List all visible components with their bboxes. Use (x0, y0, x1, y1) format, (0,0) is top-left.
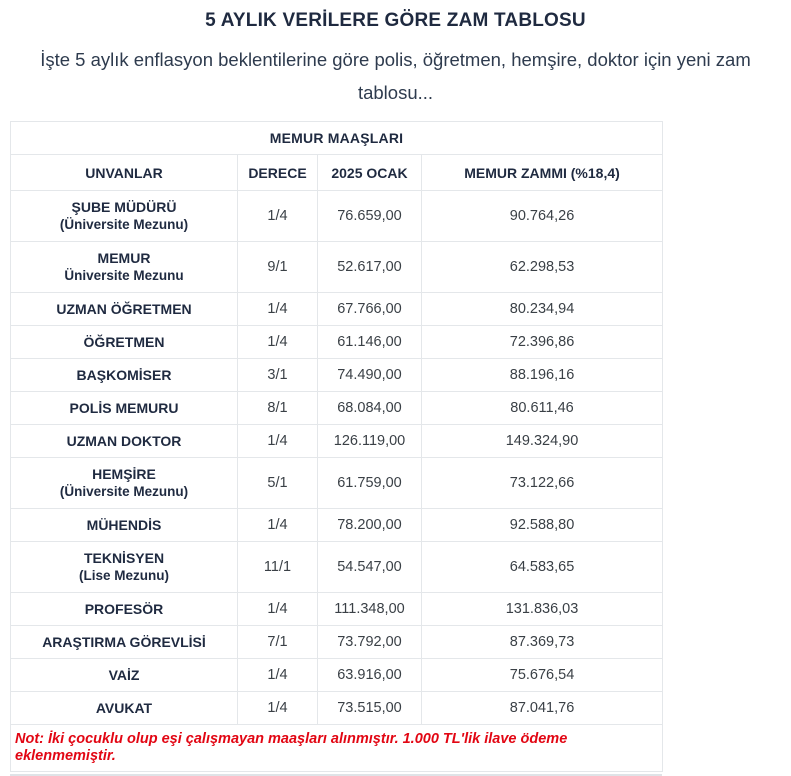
zam-cell: 80.234,94 (422, 293, 663, 326)
zam-cell: 72.396,86 (422, 326, 663, 359)
zam-cell: 131.836,03 (422, 593, 663, 626)
note-row (11, 725, 663, 772)
unvan-title: AVUKAT (95, 700, 153, 716)
unvan-detail: (Üniversite Mezunu) (59, 217, 189, 232)
ocak-cell: 126.119,00 (318, 425, 422, 458)
derece-cell: 1/4 (238, 191, 318, 242)
unvan-detail: (Üniversite Mezunu) (59, 484, 189, 499)
unvan-title: HEMŞİRE (92, 466, 156, 482)
derece-cell: 5/1 (238, 458, 318, 509)
unvan-title: MEMUR (97, 250, 151, 266)
ocak-cell: 111.348,00 (318, 593, 422, 626)
derece-cell: 1/4 (238, 509, 318, 542)
zam-cell: 62.298,53 (422, 242, 663, 293)
col-header-memur-zammi: MEMUR ZAMMI (%18,4) (422, 155, 663, 191)
ocak-cell: 63.916,00 (318, 659, 422, 692)
unvan-title: BAŞKOMİSER (76, 367, 172, 383)
zam-cell: 73.122,66 (422, 458, 663, 509)
table-row (11, 326, 663, 359)
col-header-derece: DERECE (238, 155, 318, 191)
table-row (11, 191, 663, 242)
unvan-cell (11, 458, 238, 509)
zam-cell: 149.324,90 (422, 425, 663, 458)
ocak-cell: 78.200,00 (318, 509, 422, 542)
salary-table (10, 121, 663, 772)
ocak-cell: 74.490,00 (318, 359, 422, 392)
table-row (11, 359, 663, 392)
unvan-title: ÖĞRETMEN (83, 334, 165, 350)
unvan-cell (11, 425, 238, 458)
unvan-cell (11, 191, 238, 242)
table-caption: MEMUR MAAŞLARI (11, 122, 663, 155)
derece-cell: 1/4 (238, 692, 318, 725)
unvan-cell (11, 509, 238, 542)
page-title: 5 AYLIK VERİLERE GÖRE ZAM TABLOSU (205, 10, 586, 31)
derece-cell: 1/4 (238, 659, 318, 692)
table-row (11, 593, 663, 626)
table-row (11, 425, 663, 458)
zam-cell: 80.611,46 (422, 392, 663, 425)
unvan-cell (11, 692, 238, 725)
ocak-cell: 61.146,00 (318, 326, 422, 359)
unvan-title: UZMAN ÖĞRETMEN (56, 301, 192, 317)
col-header-2025-ocak: 2025 OCAK (318, 155, 422, 191)
table-caption-row (11, 122, 663, 155)
table-row (11, 242, 663, 293)
ocak-cell: 67.766,00 (318, 293, 422, 326)
table-row (11, 293, 663, 326)
unvan-title: POLİS MEMURU (69, 400, 179, 416)
derece-cell: 1/4 (238, 326, 318, 359)
unvan-title: ARAŞTIRMA GÖREVLİSİ (42, 634, 206, 650)
unvan-cell (11, 359, 238, 392)
zam-cell: 87.041,76 (422, 692, 663, 725)
table-row (11, 626, 663, 659)
unvan-title: PROFESÖR (84, 601, 164, 617)
ocak-cell: 68.084,00 (318, 392, 422, 425)
ocak-cell: 54.547,00 (318, 542, 422, 593)
table-row (11, 392, 663, 425)
page-subtitle: İşte 5 aylık enflasyon beklentilerine göre polis, öğretmen, hemşire, doktor için yeni zam tablosu... (40, 49, 751, 103)
table-row (11, 659, 663, 692)
unvan-title: VAİZ (108, 667, 140, 683)
table-row (11, 458, 663, 509)
unvan-cell (11, 593, 238, 626)
ocak-cell: 52.617,00 (318, 242, 422, 293)
unvan-cell (11, 293, 238, 326)
unvan-cell (11, 326, 238, 359)
zam-cell: 75.676,54 (422, 659, 663, 692)
col-header-unvanlar: UNVANLAR (11, 155, 238, 191)
derece-cell: 9/1 (238, 242, 318, 293)
unvan-cell (11, 392, 238, 425)
unvan-cell (11, 542, 238, 593)
unvan-detail: (Lise Mezunu) (79, 568, 169, 583)
ocak-cell: 76.659,00 (318, 191, 422, 242)
zam-cell: 92.588,80 (422, 509, 663, 542)
unvan-detail: Üniversite Mezunu (64, 268, 184, 283)
unvan-cell (11, 242, 238, 293)
table-row (11, 542, 663, 593)
ocak-cell: 73.792,00 (318, 626, 422, 659)
derece-cell: 8/1 (238, 392, 318, 425)
derece-cell: 1/4 (238, 425, 318, 458)
table-body (11, 191, 663, 725)
zam-cell: 88.196,16 (422, 359, 663, 392)
table-row (11, 692, 663, 725)
zam-cell: 87.369,73 (422, 626, 663, 659)
derece-cell: 1/4 (238, 293, 318, 326)
table-note: Not: İki çocuklu olup eşi çalışmayan maaşları alınmıştır. 1.000 TL'lik ilave ödeme eklenmemiştir. (11, 725, 663, 772)
derece-cell: 3/1 (238, 359, 318, 392)
derece-cell: 1/4 (238, 593, 318, 626)
ocak-cell: 61.759,00 (318, 458, 422, 509)
unvan-cell (11, 626, 238, 659)
table-row (11, 509, 663, 542)
derece-cell: 11/1 (238, 542, 318, 593)
unvan-title: ŞUBE MÜDÜRÜ (71, 199, 177, 215)
unvan-title: TEKNİSYEN (83, 550, 165, 566)
unvan-cell (11, 659, 238, 692)
unvan-title: UZMAN DOKTOR (66, 433, 182, 449)
table-header-row (11, 155, 663, 191)
derece-cell: 7/1 (238, 626, 318, 659)
zam-cell: 90.764,26 (422, 191, 663, 242)
unvan-title: MÜHENDİS (86, 517, 162, 533)
zam-cell: 64.583,65 (422, 542, 663, 593)
ocak-cell: 73.515,00 (318, 692, 422, 725)
